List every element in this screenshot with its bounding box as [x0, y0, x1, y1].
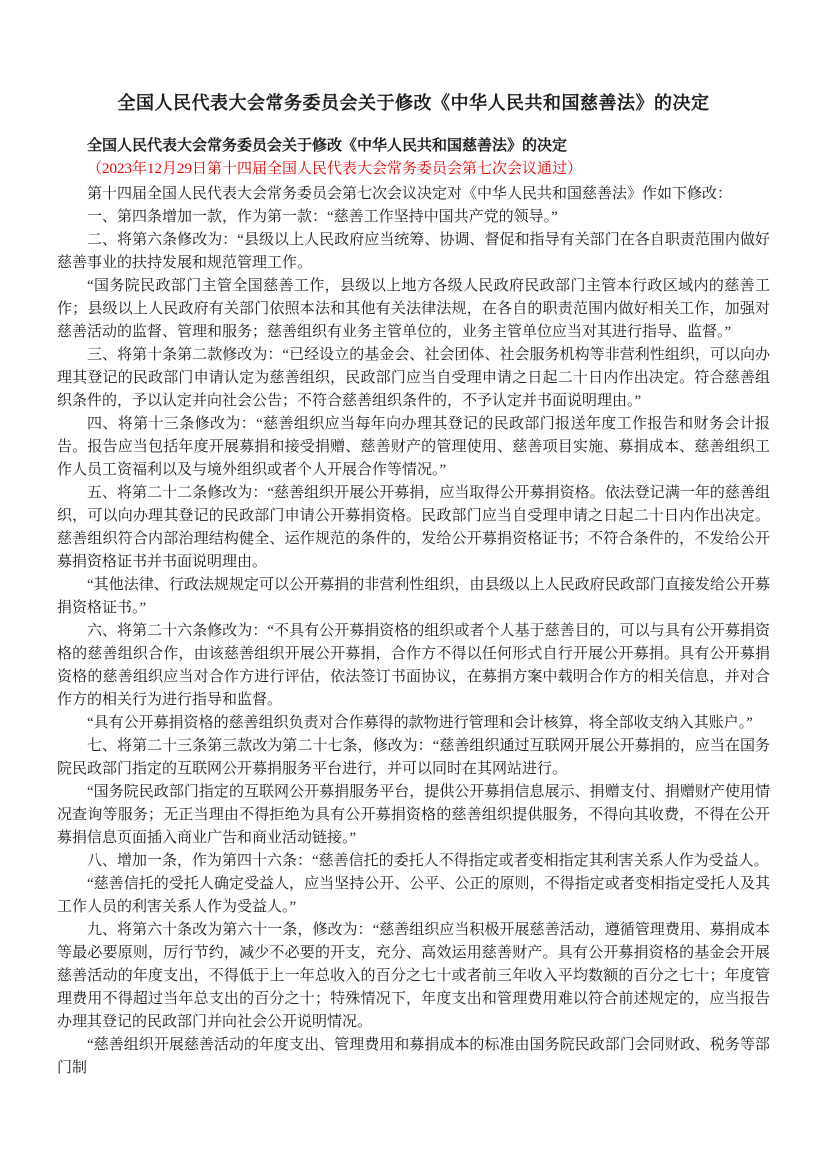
- paragraph: 第十四届全国人民代表大会常务委员会第七次会议决定对《中华人民共和国慈善法》作如下修改：: [87, 186, 733, 202]
- paragraph: “具有公开募捐资格的慈善组织负责对合作募得的款物进行管理和会计核算，将全部收支纳入其账户。”: [87, 715, 753, 731]
- paragraph: 七、将第二十三条第三款改为第二十七条，修改为：“慈善组织通过互联网开展公开募捐的，应当在国务院民政部门指定的互联网公开募捐服务平台进行，并可以同时在其网站进行。: [57, 738, 770, 777]
- paragraph: “慈善信托的受托人确定受益人，应当坚持公开、公平、公正的原则，不得指定或者变相指定受托人及其工作人员的利害关系人作为受益人。”: [57, 876, 770, 915]
- paragraph: 八、增加一条，作为第四十六条：“慈善信托的委托人不得指定或者变相指定其利害关系人作为受益人。: [87, 853, 769, 869]
- paragraph: 三、将第十条第二款修改为：“已经设立的基金会、社会团体、社会服务机构等非营利性组织，可以向办理其登记的民政部门申请认定为慈善组织，民政部门应当自受理申请之日起二十日内作出决定。符合慈善组织条件的，予以认定并向社会公告；不符合慈善组织条件的，不予认定并书面说明理由。”: [57, 347, 770, 409]
- paragraph: “其他法律、行政法规规定可以公开募捐的非营利性组织，由县级以上人民政府民政部门直接发给公开募捐资格证书。”: [57, 577, 770, 616]
- paragraph: 二、将第六条修改为：“县级以上人民政府应当统筹、协调、督促和指导有关部门在各自职责范围内做好慈善事业的扶持发展和规范管理工作。: [57, 232, 770, 271]
- paragraph: 一、第四条增加一款，作为第一款：“慈善工作坚持中国共产党的领导。”: [87, 209, 558, 225]
- paragraph: 六、将第二十六条修改为：“不具有公开募捐资格的组织或者个人基于慈善目的，可以与具有公开募捐资格的慈善组织合作，由该慈善组织开展公开募捐，合作方不得以任何形式自行开展公开募捐。具有公开募捐资格的慈善组织应当对合作方进行评估，依法签订书面协议，在募捐方案中载明合作方的相关信息，并对合作方的相关行为进行指导和监督。: [57, 623, 770, 708]
- paragraph: 九、将第六十条改为第六十一条，修改为：“慈善组织应当积极开展慈善活动，遵循管理费用、募捐成本等最必要原则，厉行节约，减少不必要的开支，充分、高效运用慈善财产。具有公开募捐资格的基金会开展慈善活动的年度支出，不得低于上一年总收入的百分之七十或者前三年收入平均数额的百分之七十；年度管理费用不得超过当年总支出的百分之十；特殊情况下，年度支出和管理费用难以符合前述规定的，应当报告办理其登记的民政部门并向社会公开说明情况。: [57, 922, 770, 1030]
- document-title: 全国人民代表大会常务委员会关于修改《中华人民共和国慈善法》的决定: [117, 93, 710, 113]
- paragraph: 四、将第十三条修改为：“慈善组织应当每年向办理其登记的民政部门报送年度工作报告和财务会计报告。报告应当包括年度开展募捐和接受捐赠、慈善财产的管理使用、慈善项目实施、募捐成本、慈善组织工作人员工资福利以及与境外组织或者个人开展合作等情况。”: [57, 416, 770, 478]
- document-subtitle: 全国人民代表大会常务委员会关于修改《中华人民共和国慈善法》的决定: [87, 138, 568, 154]
- paragraph: 五、将第二十二条修改为：“慈善组织开展公开募捐，应当取得公开募捐资格。依法登记满一年的慈善组织，可以向办理其登记的民政部门申请公开募捐资格。民政部门应当自受理申请之日起二十日内作出决定。慈善组织符合内部治理结构健全、运作规范的条件的，发给公开募捐资格证书；不符合条件的，不发给公开募捐资格证书并书面说明理由。: [57, 485, 770, 570]
- paragraph: “国务院民政部门指定的互联网公开募捐服务平台，提供公开募捐信息展示、捐赠支付、捐赠财产使用情况查询等服务；无正当理由不得拒绝为具有公开募捐资格的慈善组织提供服务，不得向其收费，不得在公开募捐信息页面插入商业广告和商业活动链接。”: [57, 784, 770, 846]
- document-body: [57, 183, 770, 1080]
- paragraph: “慈善组织开展慈善活动的年度支出、管理费用和募捐成本的标准由国务院民政部门会同财政、税务等部门制: [57, 1037, 770, 1076]
- paragraph: “国务院民政部门主管全国慈善工作，县级以上地方各级人民政府民政部门主管本行政区域内的慈善工作；县级以上人民政府有关部门依照本法和其他有关法律法规，在各自的职责范围内做好相关工作，加强对慈善活动的监督、管理和服务；慈善组织有业务主管单位的，业务主管单位应当对其进行指导、监督。”: [57, 278, 770, 340]
- adoption-note: （2023年12月29日第十四届全国人民代表大会常务委员会第七次会议通过）: [87, 161, 583, 177]
